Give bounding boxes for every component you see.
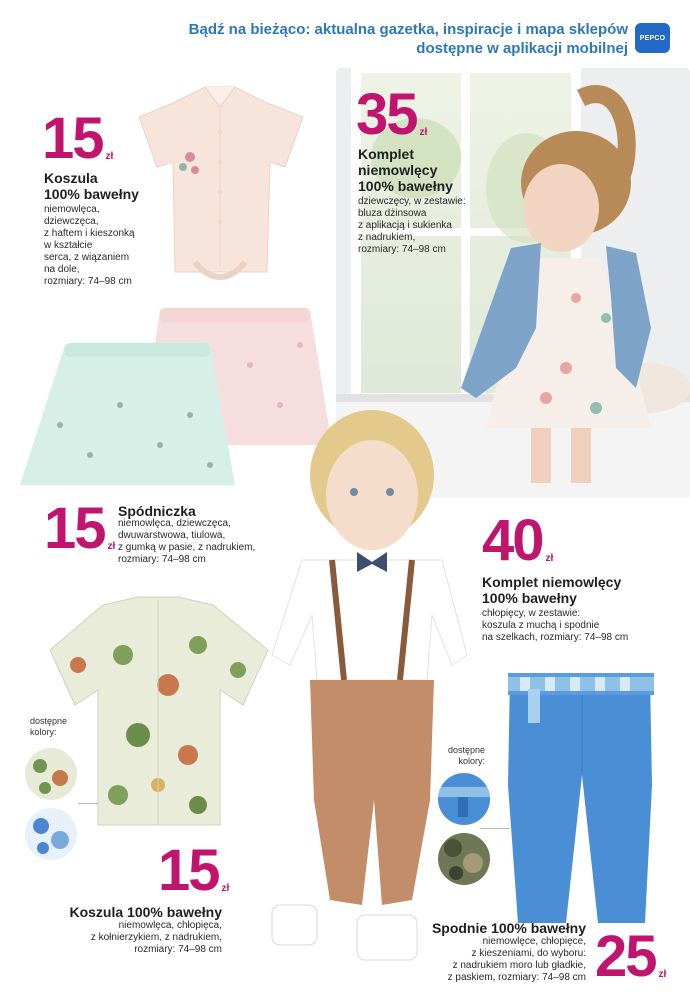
price-value: 25	[595, 924, 656, 989]
desc-line: niemowlęca,	[44, 204, 100, 215]
desc-line: chłopięcy, w zestawie:	[482, 608, 581, 619]
title-line: 100% bawełny	[44, 186, 139, 202]
desc-line: rozmiary: 74–98 cm	[44, 276, 132, 287]
title-line: Spódniczka	[118, 503, 196, 519]
desc-komplet-boy	[482, 608, 628, 644]
title-spodnie	[432, 920, 586, 936]
title-komplet-girl	[358, 146, 453, 194]
price-koszula-boy	[158, 838, 230, 903]
price-currency: zł	[658, 969, 667, 980]
title-line: Koszula	[44, 170, 98, 186]
price-value: 15	[44, 496, 105, 561]
label-line: dostępne	[447, 745, 485, 755]
price-value: 35	[356, 82, 417, 147]
price-value: 15	[158, 838, 219, 903]
desc-line: koszula z muchą i spodnie	[482, 620, 600, 631]
title-koszula-boy	[69, 904, 222, 920]
label-line: kolory:	[30, 727, 57, 737]
price-value: 40	[482, 508, 543, 573]
desc-spodniczka	[118, 518, 255, 566]
title-spodniczka	[118, 503, 196, 519]
desc-line: z aplikacją i sukienka	[358, 220, 452, 231]
price-currency: zł	[221, 883, 230, 894]
desc-line: dziewczęca,	[44, 216, 99, 227]
price-koszula-girl	[42, 106, 114, 171]
logo-text: PEPCO	[639, 34, 666, 42]
color-swatch-blue[interactable]	[438, 773, 490, 825]
desc-line: niemowlęce, chłopięce,	[482, 936, 586, 947]
title-line: niemowlęcy	[358, 162, 438, 178]
price-currency: zł	[105, 151, 114, 162]
title-line: Komplet niemowlęcy	[482, 574, 622, 590]
desc-komplet-girl	[358, 196, 466, 256]
boy-printed-shirt-image	[48, 595, 270, 830]
title-line: 100% bawełny	[482, 590, 577, 606]
colors-label-spodnie	[440, 745, 485, 767]
desc-koszula-boy	[91, 920, 222, 956]
desc-line: z nadrukiem,	[358, 232, 416, 243]
desc-line: w kształcie	[44, 240, 93, 251]
desc-koszula-girl	[44, 204, 135, 288]
desc-line: dwuwarstwowa, tiulowa,	[118, 530, 226, 541]
price-currency: zł	[545, 553, 554, 564]
desc-line: rozmiary: 74–98 cm	[118, 554, 206, 565]
price-currency: zł	[107, 541, 116, 552]
price-spodnie	[595, 924, 667, 989]
price-value: 15	[42, 106, 103, 171]
label-line: kolory:	[458, 756, 485, 766]
desc-line: z paskiem, rozmiary: 74–98 cm	[447, 972, 586, 983]
title-line: Spodnie 100% bawełny	[431, 920, 586, 936]
swatch-connector	[480, 828, 510, 829]
desc-line: dziewczęcy, w zestawie:	[358, 196, 466, 207]
desc-line: z gumką w pasie, z nadrukiem,	[118, 542, 256, 553]
desc-line: serca, z wiązaniem	[44, 252, 130, 263]
desc-line: rozmiary: 74–98 cm	[358, 244, 446, 255]
desc-line: z haftem i kieszonką	[44, 228, 135, 239]
blue-trousers-image	[500, 665, 660, 927]
desc-line: bluza dżinsowa	[358, 208, 427, 219]
girl-blouse-image	[135, 82, 305, 292]
label-line: dostępne	[30, 716, 68, 726]
title-line: 100% bawełny	[358, 178, 453, 194]
color-swatch-camo[interactable]	[438, 833, 490, 885]
boy-outfit-photo	[262, 400, 477, 980]
desc-line: na dole,	[44, 264, 80, 275]
app-promo-banner	[188, 20, 628, 58]
desc-line: z kołnierzykiem, z nadrukiem,	[90, 932, 222, 943]
title-line: Koszula 100% bawełny	[69, 904, 222, 920]
desc-line: z nadrukiem moro lub gładkie,	[452, 960, 586, 971]
price-spodniczka	[44, 496, 116, 561]
desc-line: niemowlęca, dziewczęca,	[118, 518, 231, 529]
desc-line: niemowlęca, chłopięca,	[118, 920, 222, 931]
banner-line-1: Bądź na bieżąco: aktualna gazetka, inspiracje i mapa sklepów	[188, 21, 628, 38]
price-komplet-girl	[356, 82, 428, 147]
desc-spodnie	[448, 936, 586, 984]
price-komplet-boy	[482, 508, 554, 573]
title-koszula-girl	[44, 170, 139, 202]
desc-line: na szelkach, rozmiary: 74–98 cm	[482, 632, 629, 643]
colors-label-koszula-boy	[30, 716, 67, 738]
pepco-logo[interactable]	[635, 23, 670, 53]
banner-line-2: dostępne w aplikacji mobilnej	[416, 40, 628, 57]
swatch-connector	[78, 803, 98, 804]
color-swatch-green-print[interactable]	[25, 748, 77, 800]
desc-line: rozmiary: 74–98 cm	[134, 944, 222, 955]
price-currency: zł	[419, 127, 428, 138]
color-swatch-blue-print[interactable]	[25, 808, 77, 860]
desc-line: z kieszeniami, do wyboru:	[471, 948, 586, 959]
title-line: Komplet	[358, 146, 414, 162]
title-komplet-boy	[482, 574, 621, 606]
